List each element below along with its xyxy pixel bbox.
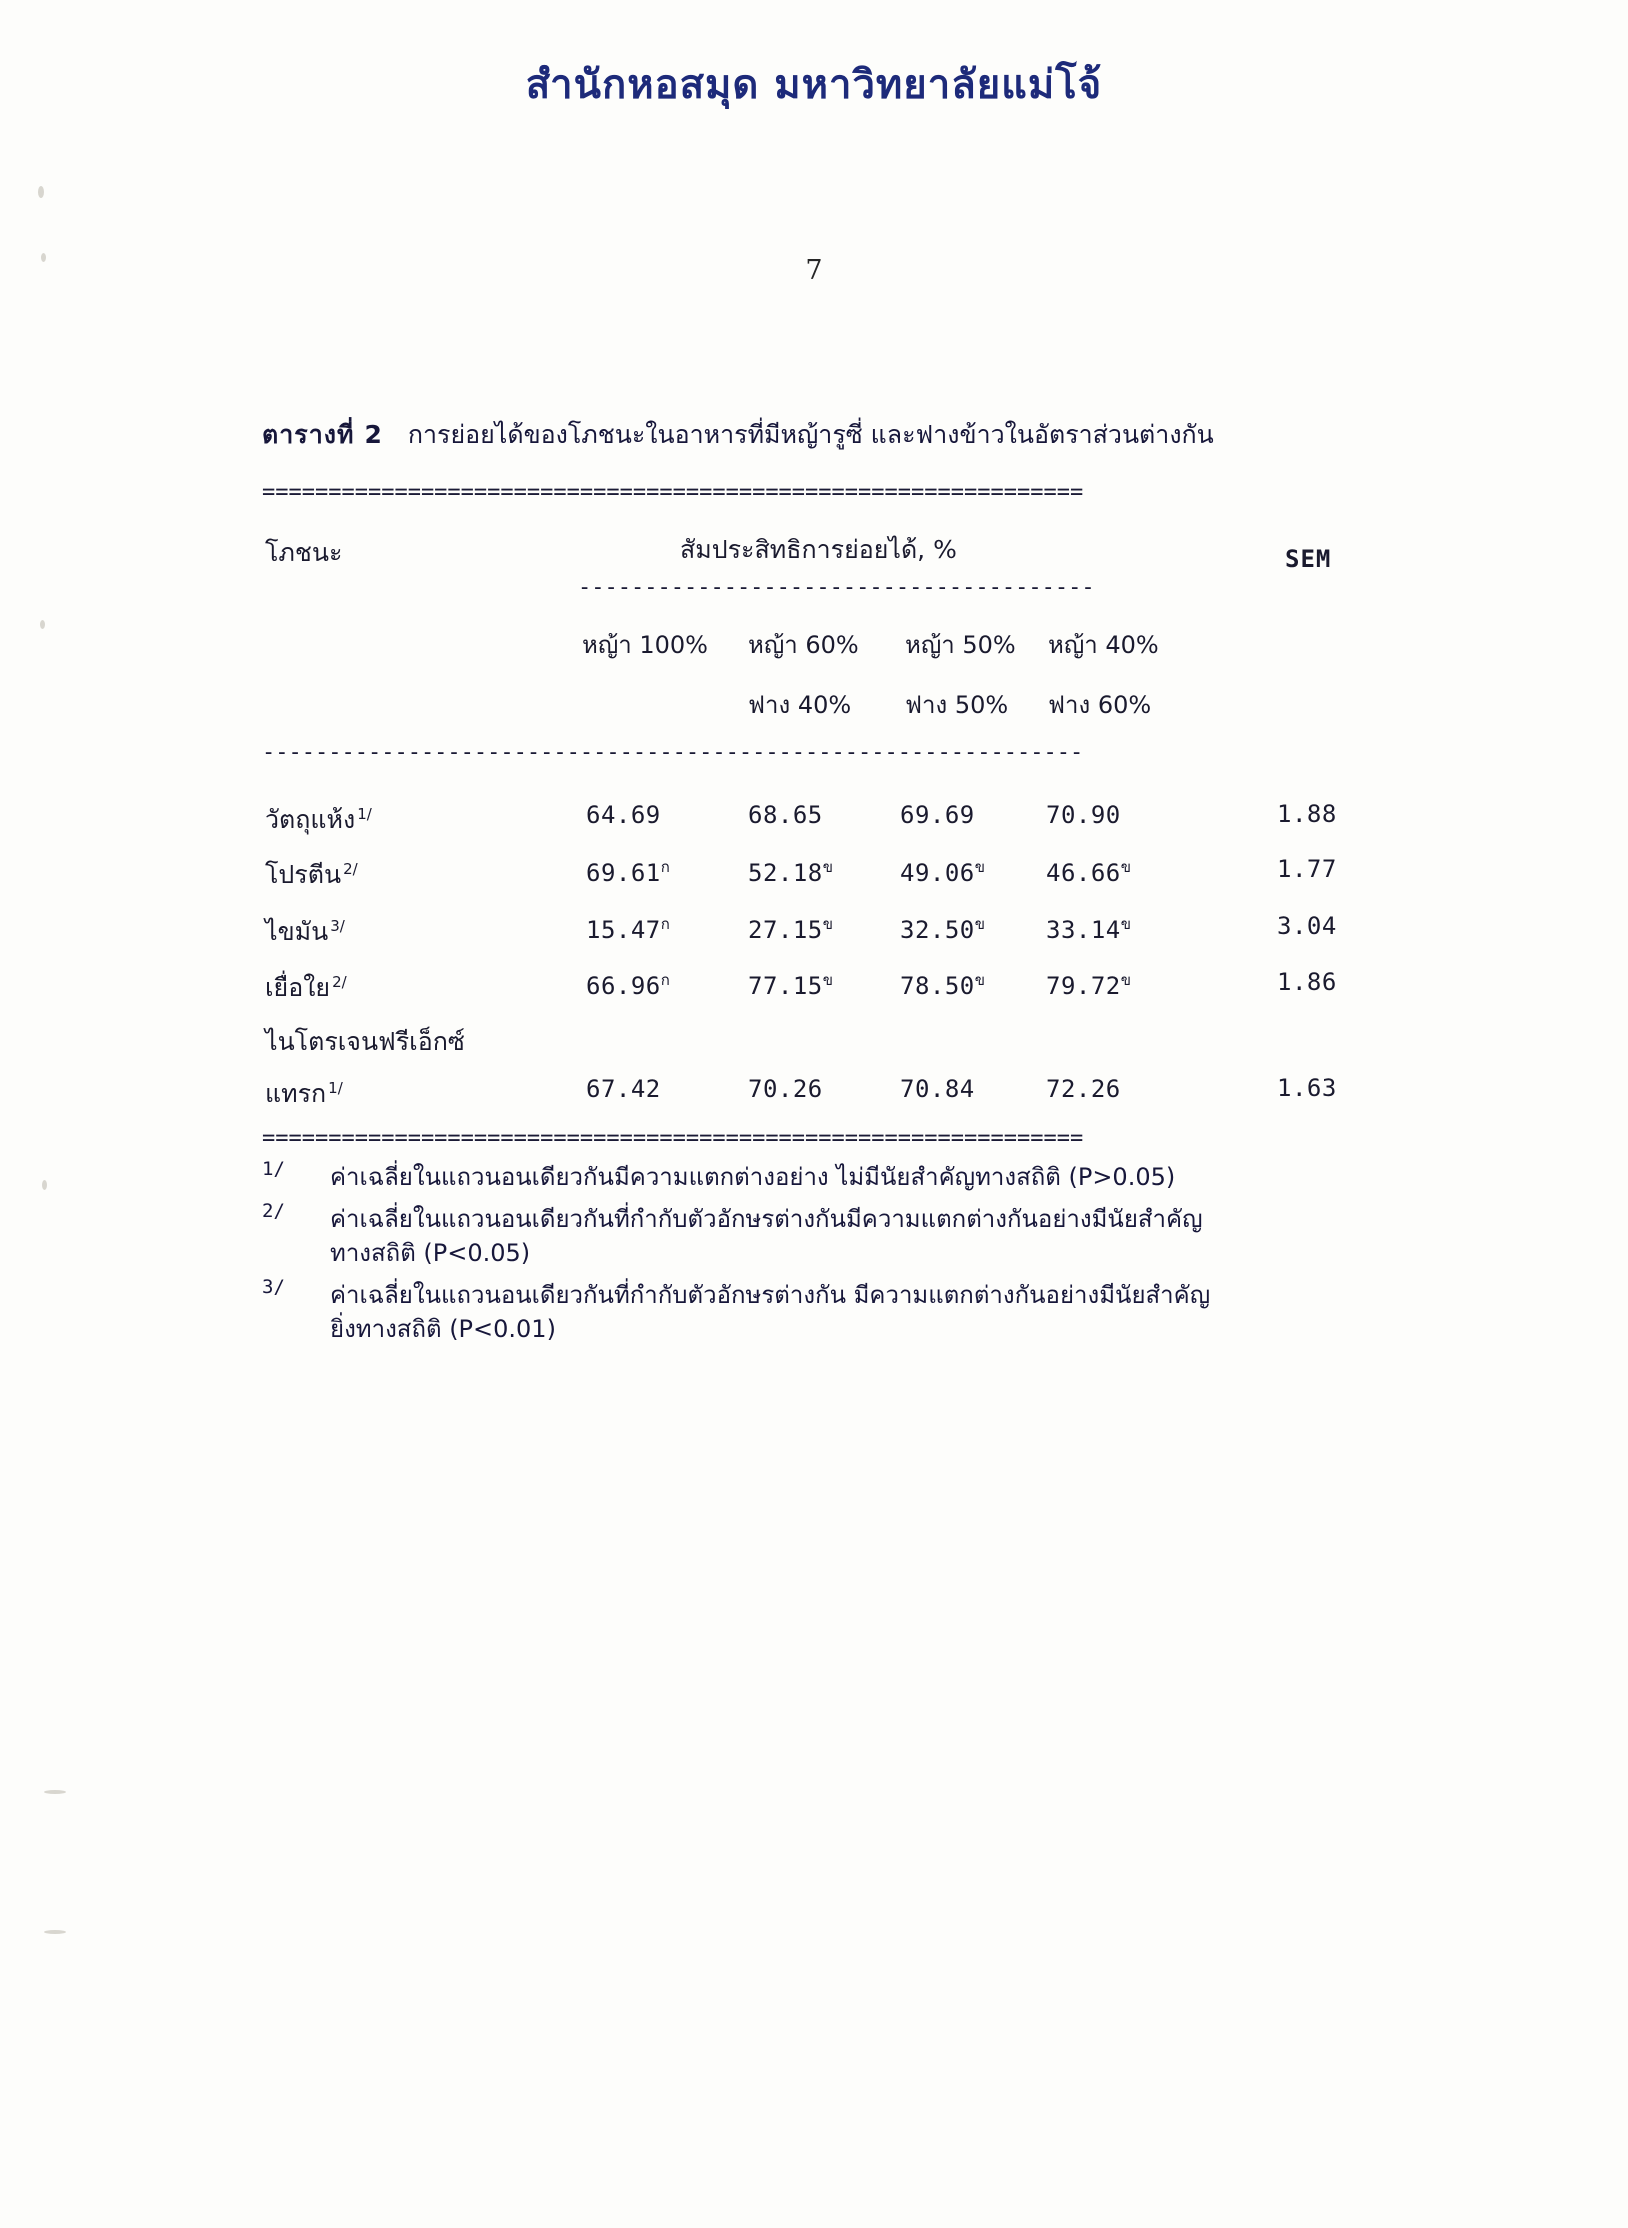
cell-sem: 3.04 <box>1277 912 1337 940</box>
cell-value: $69.61^ก$ <box>586 858 671 887</box>
treatment-3-line1: หญ้า 50% <box>905 631 1016 659</box>
column-header-nutrient: โภชนะ <box>265 538 343 567</box>
cell-value: 70.26 <box>748 1075 823 1103</box>
scan-speckle <box>38 186 44 198</box>
table-bottom-double-rule: ============================================================== <box>262 1128 1084 1150</box>
column-header-digestibility: สัมประสิทธิการย่อยได้, % <box>680 535 957 564</box>
table-row <box>0 912 1628 962</box>
row-label: ไขมัน $^{3/}$ <box>265 916 345 946</box>
group-header-rule: --------------------------------------- <box>578 575 1095 600</box>
row-footnote-ref: 1/ <box>357 804 372 823</box>
caption-label: ตารางที่ <box>262 420 355 449</box>
row-label-line1: ไนโตรเจนฟรีเอ็กซ์ <box>265 1027 465 1056</box>
caption-text: การย่อยได้ของโภชนะในอาหารที่มีหญ้ารูซี่ และฟางข้าวในอัตราส่วนต่างกัน <box>407 420 1214 449</box>
table-top-double-rule: ============================================================== <box>262 482 1084 504</box>
treatment-4-line2: ฟาง 60% <box>1048 691 1152 719</box>
footnote-item <box>262 1160 1442 1194</box>
row-footnote-ref: 3/ <box>330 916 345 935</box>
cell-sem: 1.63 <box>1277 1074 1337 1102</box>
row-label: วัตถุแห้ง $^{1/}$ <box>265 804 372 834</box>
scan-speckle <box>44 1930 66 1934</box>
treatment-1-line1: หญ้า 100% <box>582 631 708 659</box>
cell-sem: 1.88 <box>1277 800 1337 828</box>
footnote-line: ค่าเฉลี่ยในแถวนอนเดียวกันมีความแตกต่างอย่าง ไม่มีนัยสำคัญทางสถิติ (P>0.05) <box>330 1163 1176 1191</box>
treatment-4-line1: หญ้า 40% <box>1048 631 1159 659</box>
footnote-line: ค่าเฉลี่ยในแถวนอนเดียวกันที่กำกับตัวอักษรต่างกันมีความแตกต่างกันอย่างมีนัยสำคัญ <box>330 1205 1203 1234</box>
footnote-item <box>262 1202 1442 1270</box>
cell-value: 72.26 <box>1046 1075 1121 1103</box>
footnote-marker: 3/ <box>262 1276 285 1299</box>
cell-value: 70.84 <box>900 1075 975 1103</box>
row-footnote-ref: 2/ <box>343 859 358 878</box>
footnote-line: ทางสถิติ (P<0.05) <box>330 1239 531 1268</box>
table-row <box>0 800 1628 850</box>
cell-value: $46.66^ข$ <box>1046 858 1132 887</box>
treatment-2-line2: ฟาง 40% <box>748 691 852 719</box>
table-row <box>0 855 1628 905</box>
column-header-sem: SEM <box>1285 545 1332 573</box>
cell-value: $52.18^ข$ <box>748 858 834 887</box>
scan-speckle <box>42 1180 47 1190</box>
caption-number: 2 <box>364 420 382 449</box>
row-footnote-ref: 2/ <box>332 972 347 991</box>
cell-value: 68.65 <box>748 801 823 829</box>
footnote-marker: 1/ <box>262 1158 285 1180</box>
footnote-marker: 2/ <box>262 1200 285 1223</box>
library-stamp: สำนักหอสมุด มหาวิทยาลัยแม่โจ้ <box>525 62 1103 108</box>
treatment-2-line1: หญ้า 60% <box>748 631 859 659</box>
footnotes <box>262 1160 1442 1354</box>
page-number: 7 <box>805 255 823 286</box>
cell-value: $32.50^ข$ <box>900 915 986 944</box>
header-separator-rule: -------------------------------------------------------------- <box>262 742 1084 764</box>
footnote-line: ยิ่งทางสถิติ (P<0.01) <box>330 1315 556 1344</box>
cell-value: $27.15^ข$ <box>748 915 834 944</box>
table-row-label-continuation <box>0 1022 1628 1072</box>
cell-value: $49.06^ข$ <box>900 858 986 887</box>
cell-value: 64.69 <box>586 801 661 829</box>
cell-sem: 1.86 <box>1277 968 1337 996</box>
cell-value: $33.14^ข$ <box>1046 915 1132 944</box>
row-footnote-ref: 1/ <box>328 1078 343 1097</box>
cell-value: 69.69 <box>900 801 975 829</box>
scan-speckle <box>44 1790 66 1794</box>
cell-value: 70.90 <box>1046 801 1121 829</box>
treatment-3-line2: ฟาง 50% <box>905 691 1009 719</box>
footnote-item <box>262 1278 1442 1346</box>
row-label: เยื่อใย $^{2/}$ <box>265 972 347 1002</box>
table-row <box>0 968 1628 1018</box>
cell-value: $15.47^ก$ <box>586 915 671 944</box>
cell-value: $66.96^ก$ <box>586 971 671 1000</box>
row-label: แทรก $^{1/}$ <box>265 1078 343 1108</box>
cell-value: $79.72^ข$ <box>1046 971 1132 1000</box>
cell-value: 67.42 <box>586 1075 661 1103</box>
table-row <box>0 1074 1628 1124</box>
scan-speckle <box>40 620 45 629</box>
table-caption <box>262 415 1392 455</box>
footnote-line: ค่าเฉลี่ยในแถวนอนเดียวกันที่กำกับตัวอักษรต่างกัน มีความแตกต่างกันอย่างมีนัยสำคัญ <box>330 1281 1211 1310</box>
cell-sem: 1.77 <box>1277 855 1337 883</box>
footnote-text <box>330 1278 1442 1346</box>
footnote-text <box>330 1160 1442 1194</box>
cell-value: $78.50^ข$ <box>900 971 986 1000</box>
footnote-text <box>330 1202 1442 1270</box>
cell-value: $77.15^ข$ <box>748 971 834 1000</box>
row-label: โปรตีน $^{2/}$ <box>265 859 358 889</box>
